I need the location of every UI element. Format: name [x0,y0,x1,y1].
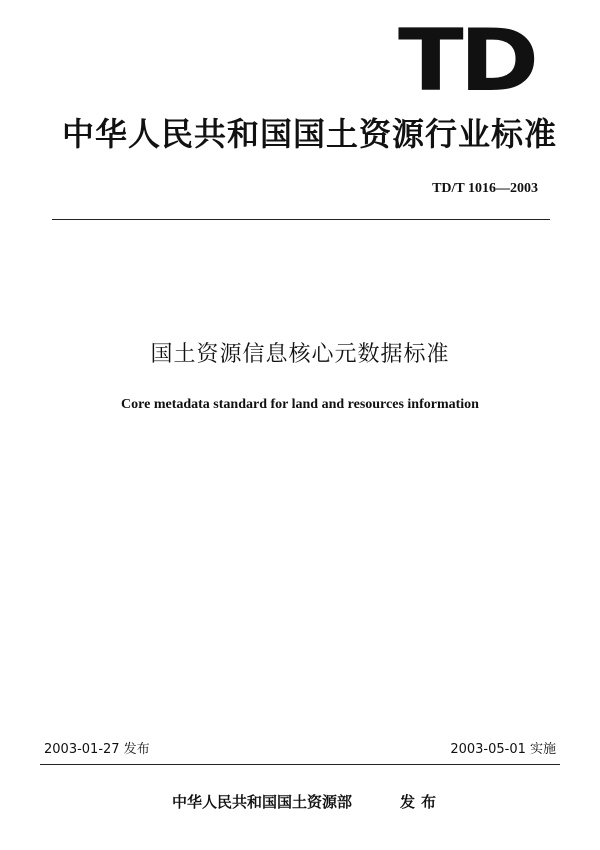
td-logo: TD [398,11,535,111]
industry-standard-title: 中华人民共和国国土资源行业标准 [62,115,558,153]
publish-label: 发布 [400,793,443,811]
publisher-name: 中华人民共和国国土资源部 [172,793,353,811]
implementation-date: 2003-05-01 实施 [450,742,556,757]
issue-date: 2003-01-27 发布 [44,742,150,757]
bottom-divider [40,764,560,765]
document-title-english: Core metadata standard for land and resources information [121,397,479,412]
standard-number: TD/T 1016—2003 [432,181,538,196]
top-divider [52,219,550,220]
document-title-chinese: 国土资源信息核心元数据标准 [150,342,450,367]
